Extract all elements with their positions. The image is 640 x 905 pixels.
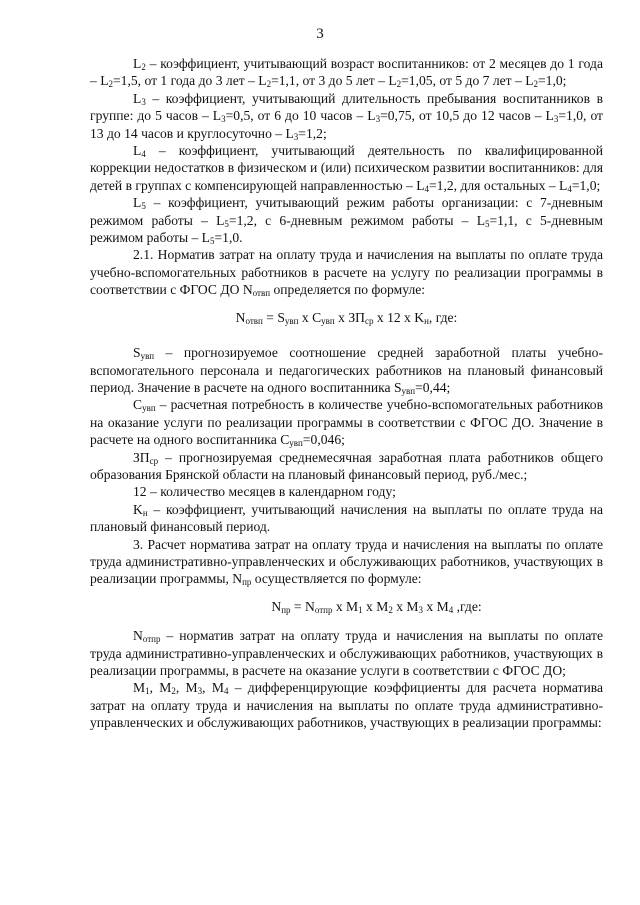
- paragraph-l5: $L_5$ – коэффициент, учитывающий режим работы организации: с 7-дневным режимом работы – $L_5=1,2$, с 6-дневным режимом работы – $L_5=1,1$, с 5-дневным режимом работы – $L_5=1,0$.: [90, 195, 603, 247]
- paragraph-m-coefficients: $M_1$, $M_2$, $M_3$, $M_4$ – дифференцирующие коэффициенты для расчета норматива затрат на оплату труда и начисления на выплаты по оплате труда административно-управленческих и обслуживающих работников, участвующих в реализации программы:: [90, 680, 603, 731]
- formula-n-otvp: $N_{отвп} = S_{увп}$ x $C_{увп}$ x $ЗП_{ср}$ x 12 x $K_н$, где:: [235, 309, 458, 326]
- paragraph-n-otpr: $N_{отпр}$ – норматив затрат на оплату труда и начисления на выплаты по оплате труда административно-управленческих и обслуживающих работников, участвующих в реализации программы, в расчете на оказание услуги в соответствии с ФГОС ДО;: [90, 628, 603, 678]
- paragraph-2-1: 2.1. Норматив затрат на оплату труда и начисления на выплаты по оплате труда учебно-вспомогательных работников в расчете на услугу по реализации программы в соответствии с ФГОС ДО $N_{отвп}$ определяется по формуле:: [90, 247, 603, 299]
- formula-n-pr: $N_{пр} = N_{отпр}$ x $M_1$ x $M_2$ x $M_3$ x $M_4$ ,где:: [271, 598, 482, 615]
- paragraph-zp-sr: $ЗП_{ср}$ – прогнозируемая среднемесячная заработная плата работников общего образования Брянской области на плановый финансовый период, руб./мес.;: [90, 449, 603, 482]
- document-body: [90, 55, 603, 732]
- paragraph-l2: $L_2$ – коэффициент, учитывающий возраст воспитанников: от 2 месяцев до 1 года – $L_2=1,5$, от 1 года до 3 лет – $L_2=1,1$, от 3 до 5 лет – $L_2=1,05$, от 5 до 7 лет – $L_2=1,0$;: [90, 56, 603, 90]
- paragraph-k-n: $K_н$ – коэффициент, учитывающий начисления на выплаты по оплате труда на плановый финансовый период.: [90, 501, 603, 535]
- paragraph-l3: $L_3$ – коэффициент, учитывающий длительность пребывания воспитанников в группе: до 5 часов – $L_3=0,5$, от 6 до 10 часов – $L_3=0,75$, от 10,5 до 12 часов – $L_3=1,0$, от 13 до 14 часов и круглосуточно – $L_3=1,2$;: [90, 90, 603, 142]
- page-number: 3: [316, 26, 324, 42]
- paragraph-c-uvp: $C_{увп}$ – расчетная потребность в количестве учебно-вспомогательных работников на оказание услуги по реализации программы в соответствии с ФГОС ДО. Значение в расчете на одного воспитанника $C_{увп}=0,046$;: [90, 397, 603, 449]
- paragraph-s-uvp: $S_{увп}$ – прогнозируемое соотношение средней заработной платы учебно-вспомогательного персонала и педагогических работников на плановый финансовый период. Значение в расчете на одного воспитанника $S_{увп}=0,44$;: [90, 345, 603, 396]
- paragraph-3: 3. Расчет норматива затрат на оплату труда и начисления на выплаты по оплате труда административно-управленческих и обслуживающих работников, участвующих в реализации программы, $N_{пр}$ осуществляется по формуле:: [90, 536, 603, 588]
- paragraph-l4: $L_4$ – коэффициент, учитывающий деятельность по квалифицированной коррекции недостатков в физическом и (или) психическом развитии воспитанников: для детей в группах с компенсирующей направленностью – $L_4=1,2$, для остальных – $L_4=1,0$;: [90, 143, 603, 194]
- paragraph-twelve: 12 – количество месяцев в календарном году;: [133, 484, 396, 500]
